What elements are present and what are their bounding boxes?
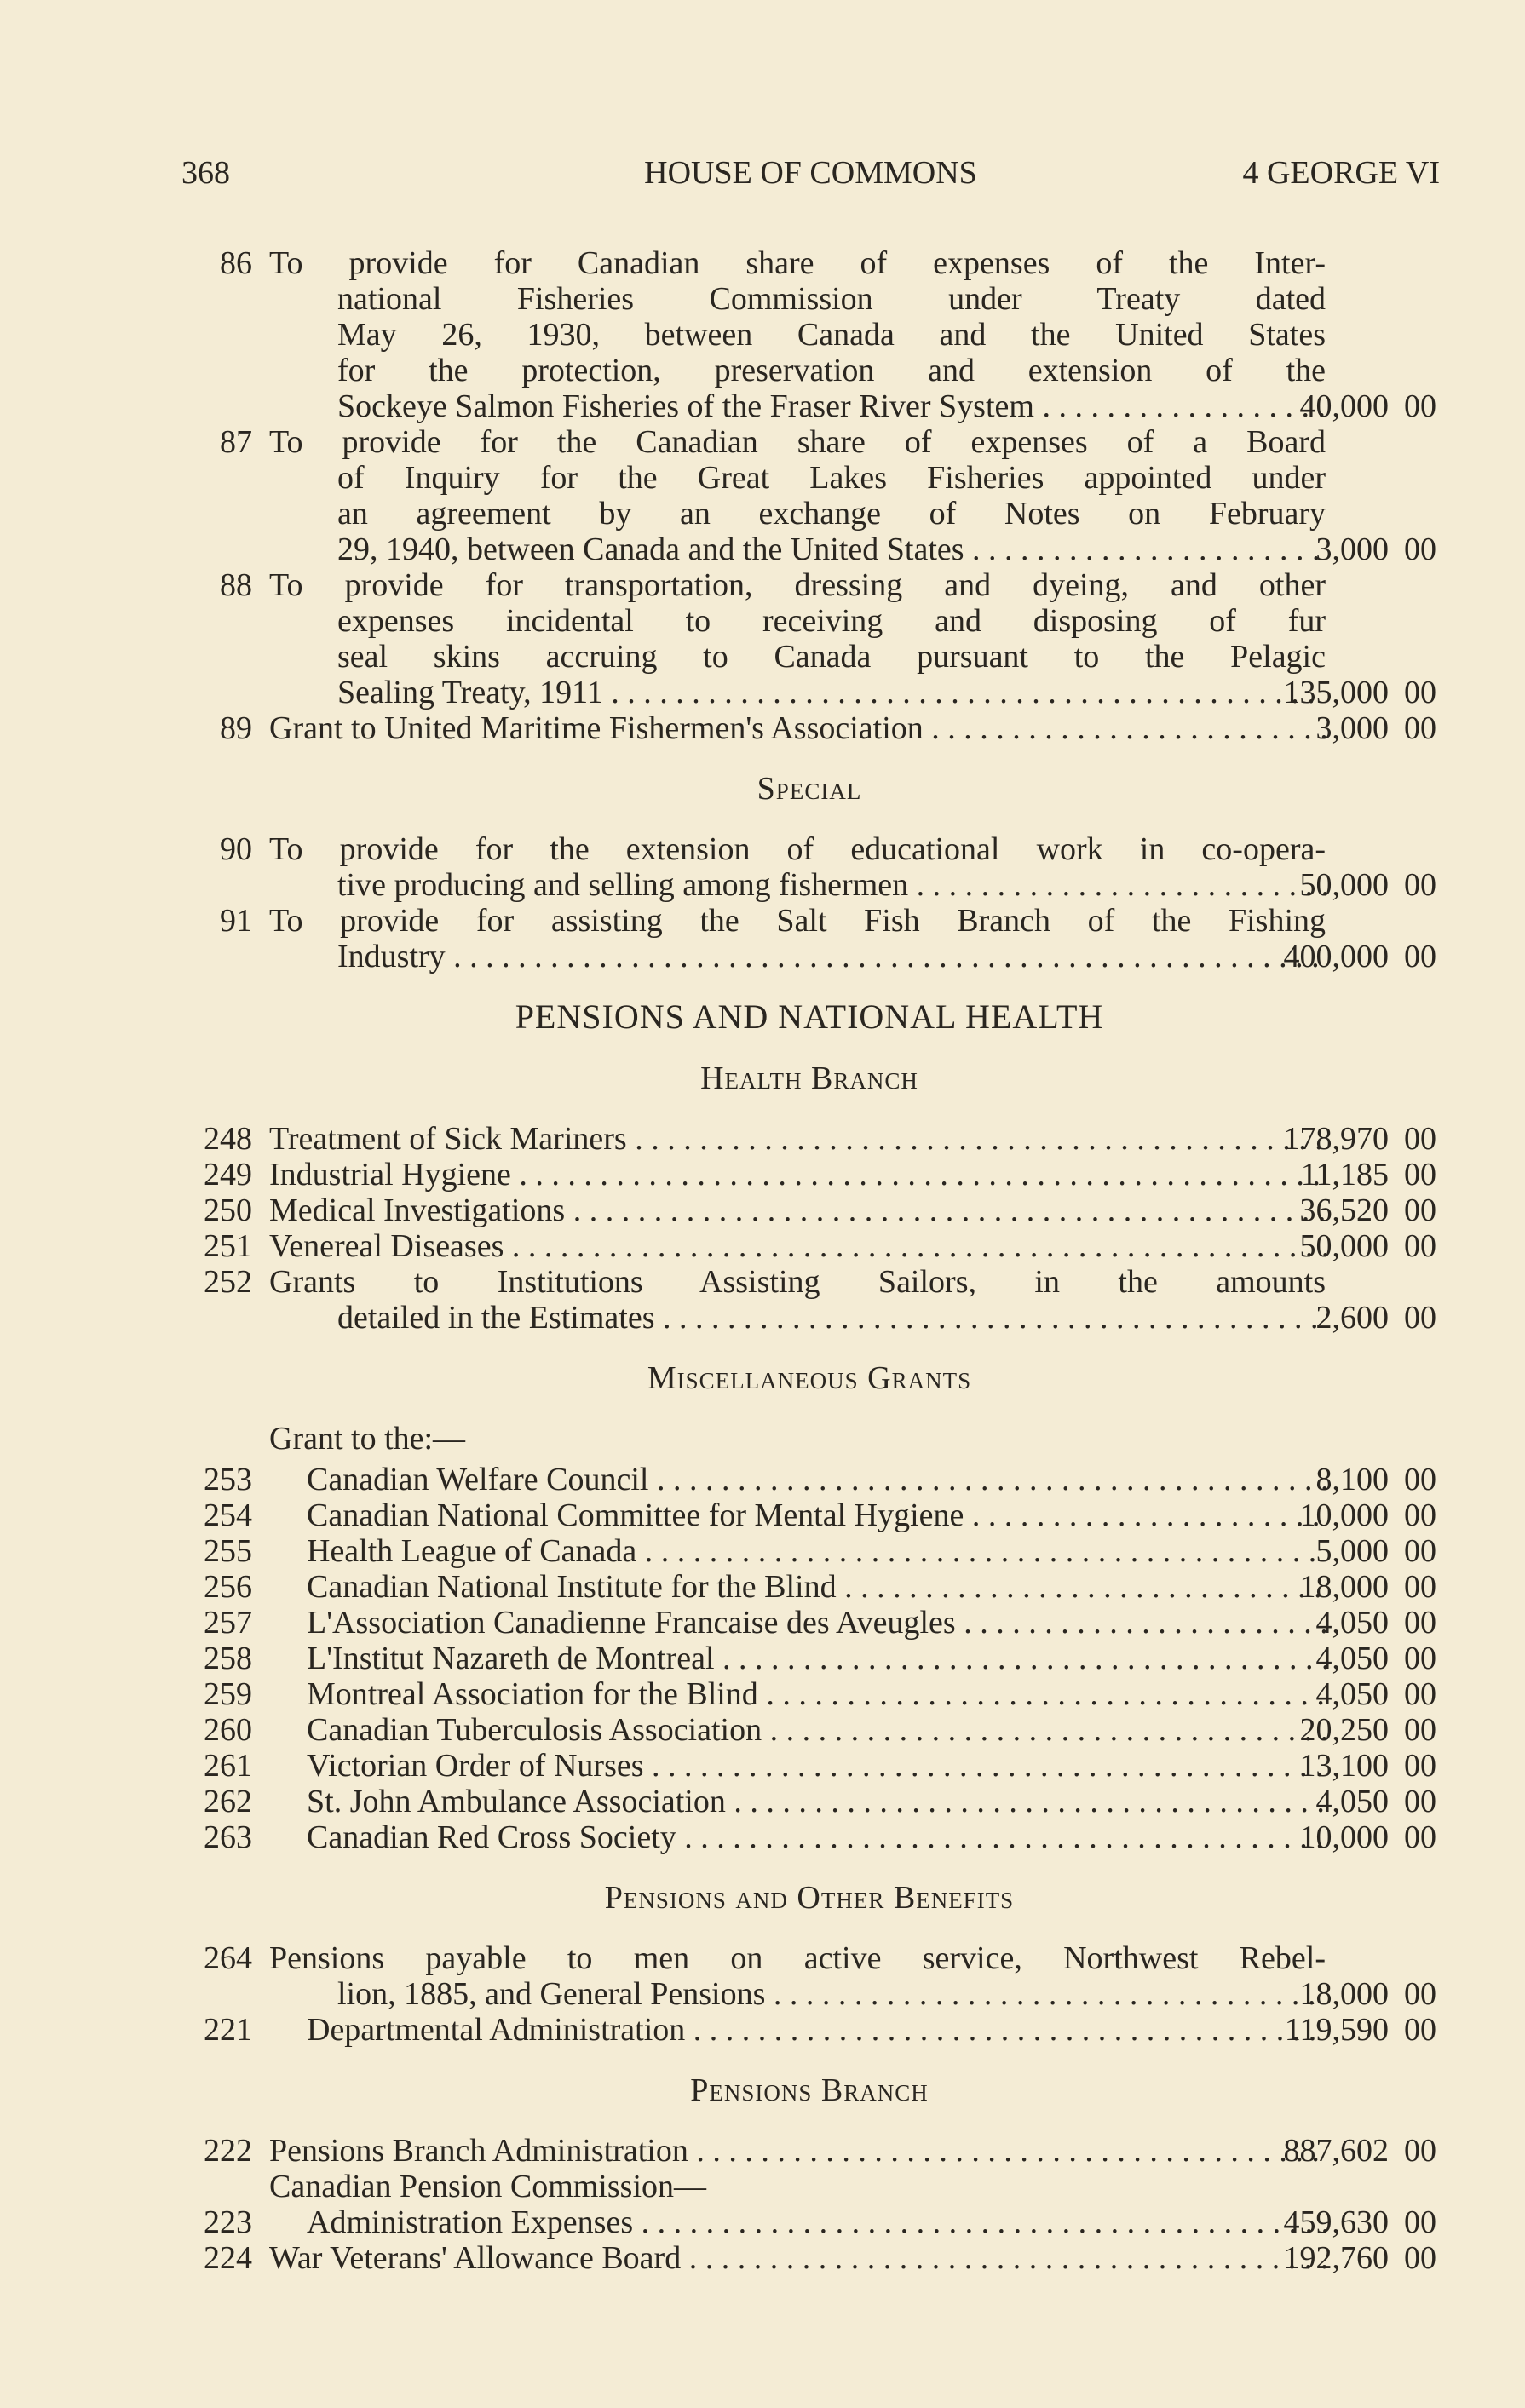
item-amount: 887,602 xyxy=(1283,2133,1389,2169)
item-text: Treatment of Sick Mariners . . . xyxy=(269,1121,1326,1157)
item-cents: 00 xyxy=(1404,1712,1436,1748)
item-text: To provide for transportation, dressing and dyeing, and other xyxy=(269,567,1326,603)
item-text: Administration Expenses . . . xyxy=(307,2204,1326,2240)
item-amount: 178,970 xyxy=(1283,1121,1389,1157)
section-heading-benefits: Pensions and Other Benefits xyxy=(604,1880,1015,1916)
item-text: Grant to United Maritime Fishermen's Association . . . xyxy=(269,710,1326,746)
item-text: for the protection, preservation and extension of the xyxy=(337,353,1326,388)
section-heading-misc-grants: Miscellaneous Grants xyxy=(647,1360,972,1396)
item-amount: 3,000 xyxy=(1315,710,1389,746)
item-cents: 00 xyxy=(1404,1300,1436,1336)
item-number: 250 xyxy=(204,1193,252,1228)
item-cents: 00 xyxy=(1404,1784,1436,1819)
item-amount: 4,050 xyxy=(1315,1605,1389,1641)
item-cents: 00 xyxy=(1404,1121,1436,1157)
running-head xyxy=(181,152,1440,194)
item-text: Canadian National Committee for Mental Hygiene . . . xyxy=(307,1497,1326,1533)
item-amount: 18,000 xyxy=(1299,1569,1389,1605)
item-263 xyxy=(179,1819,1440,1855)
item-number: 256 xyxy=(204,1569,252,1605)
item-cents: 00 xyxy=(1404,1976,1436,2012)
item-text: To provide for assisting the Salt Fish Branch of the Fishing xyxy=(269,903,1326,939)
page-number: 368 xyxy=(181,155,230,191)
item-text: Sealing Treaty, 1911 . . . xyxy=(337,675,1326,710)
item-cents: 00 xyxy=(1404,2204,1436,2240)
item-text: an agreement by an exchange of Notes on February xyxy=(337,496,1326,532)
item-text: Industry . . . xyxy=(337,939,1326,974)
item-cents: 00 xyxy=(1404,2012,1436,2048)
item-251 xyxy=(179,1228,1440,1264)
item-88 xyxy=(179,567,1440,710)
grant-intro xyxy=(179,1421,1440,1457)
item-text: St. John Ambulance Association . . . xyxy=(307,1784,1326,1819)
item-250 xyxy=(179,1193,1440,1228)
item-number: 253 xyxy=(204,1462,252,1497)
item-number: 91 xyxy=(220,903,252,939)
item-text: Venereal Diseases . . . xyxy=(269,1228,1326,1264)
item-amount: 192,760 xyxy=(1283,2240,1389,2276)
item-text: 29, 1940, between Canada and the United States . . . xyxy=(337,532,1326,567)
item-amount: 4,050 xyxy=(1315,1784,1389,1819)
item-text: May 26, 1930, between Canada and the United States xyxy=(337,317,1326,353)
item-amount: 8,100 xyxy=(1315,1462,1389,1497)
item-86 xyxy=(179,245,1440,424)
item-amount: 4,050 xyxy=(1315,1641,1389,1676)
item-amount: 10,000 xyxy=(1299,1497,1389,1533)
item-text: Victorian Order of Nurses . . . xyxy=(307,1748,1326,1784)
estimates-body xyxy=(0,245,1525,2276)
item-number: 258 xyxy=(204,1641,252,1676)
department-heading: PENSIONS AND NATIONAL HEALTH xyxy=(515,997,1104,1036)
item-text: Pensions payable to men on active service, Northwest Rebel- xyxy=(269,1940,1326,1976)
item-cents: 00 xyxy=(1404,1157,1436,1193)
item-amount: 4,050 xyxy=(1315,1676,1389,1712)
item-amount: 3,000 xyxy=(1315,532,1389,567)
item-90 xyxy=(179,831,1440,903)
item-number: 251 xyxy=(204,1228,252,1264)
item-248 xyxy=(179,1121,1440,1157)
item-text: To provide for Canadian share of expenses of the Inter- xyxy=(269,245,1326,281)
page-title: HOUSE OF COMMONS xyxy=(644,155,977,191)
item-text: L'Association Canadienne Francaise des Aveugles . . . xyxy=(307,1605,1326,1641)
item-amount: 119,590 xyxy=(1284,2012,1389,2048)
item-text: Grants to Institutions Assisting Sailors, in the amounts xyxy=(269,1264,1326,1300)
item-number: 254 xyxy=(204,1497,252,1533)
item-number: 252 xyxy=(204,1264,252,1300)
item-number: 257 xyxy=(204,1605,252,1641)
item-text: Sockeye Salmon Fisheries of the Fraser River System . . . xyxy=(337,388,1326,424)
item-number: 223 xyxy=(204,2204,252,2240)
item-amount: 13,100 xyxy=(1299,1748,1389,1784)
item-254 xyxy=(179,1497,1440,1533)
item-text: national Fisheries Commission under Treaty dated xyxy=(337,281,1326,317)
item-cents: 00 xyxy=(1404,1605,1436,1641)
item-number: 262 xyxy=(204,1784,252,1819)
section-heading-pensions-branch: Pensions Branch xyxy=(690,2072,929,2108)
item-cents: 00 xyxy=(1404,867,1436,903)
subheading-text: Canadian Pension Commission— xyxy=(269,2169,706,2204)
item-cents: 00 xyxy=(1404,1497,1436,1533)
section-heading-special: Special xyxy=(757,771,862,807)
item-cents: 00 xyxy=(1404,675,1436,710)
item-cents: 00 xyxy=(1404,1193,1436,1228)
item-number: 87 xyxy=(220,424,252,460)
item-91 xyxy=(179,903,1440,974)
item-cents: 00 xyxy=(1404,1676,1436,1712)
item-87 xyxy=(179,424,1440,567)
item-amount: 18,000 xyxy=(1299,1976,1389,2012)
item-255 xyxy=(179,1533,1440,1569)
item-cents: 00 xyxy=(1404,1569,1436,1605)
item-number: 224 xyxy=(204,2240,252,2276)
item-amount: 459,630 xyxy=(1283,2204,1389,2240)
item-amount: 50,000 xyxy=(1299,1228,1389,1264)
item-text: Health League of Canada . . . xyxy=(307,1533,1326,1569)
item-257 xyxy=(179,1605,1440,1641)
item-cents: 00 xyxy=(1404,532,1436,567)
item-number: 249 xyxy=(204,1157,252,1193)
item-89 xyxy=(179,710,1440,746)
item-amount: 40,000 xyxy=(1299,388,1389,424)
item-cents: 00 xyxy=(1404,2240,1436,2276)
item-amount: 50,000 xyxy=(1299,867,1389,903)
item-cents: 00 xyxy=(1404,1819,1436,1855)
item-264 xyxy=(179,1940,1440,2012)
item-number: 255 xyxy=(204,1533,252,1569)
item-number: 86 xyxy=(220,245,252,281)
item-cents: 00 xyxy=(1404,710,1436,746)
item-256 xyxy=(179,1569,1440,1605)
item-text: Departmental Administration . . . xyxy=(307,2012,1326,2048)
item-number: 259 xyxy=(204,1676,252,1712)
item-cents: 00 xyxy=(1404,1533,1436,1569)
item-text: Medical Investigations . . . xyxy=(269,1193,1326,1228)
item-cents: 00 xyxy=(1404,2133,1436,2169)
item-amount: 10,000 xyxy=(1299,1819,1389,1855)
item-number: 260 xyxy=(204,1712,252,1748)
grant-intro-text: Grant to the:— xyxy=(269,1421,466,1457)
section-heading-health: Health Branch xyxy=(700,1060,918,1096)
item-cents: 00 xyxy=(1404,1462,1436,1497)
item-222 xyxy=(179,2133,1440,2169)
item-224 xyxy=(179,2240,1440,2276)
item-text: Canadian Welfare Council . . . xyxy=(307,1462,1326,1497)
item-number: 261 xyxy=(204,1748,252,1784)
item-249 xyxy=(179,1157,1440,1193)
item-number: 264 xyxy=(204,1940,252,1976)
item-cents: 00 xyxy=(1404,388,1436,424)
item-text: Pensions Branch Administration . . . xyxy=(269,2133,1326,2169)
item-text: Canadian National Institute for the Blind . . . xyxy=(307,1569,1326,1605)
item-253 xyxy=(179,1462,1440,1497)
item-text: War Veterans' Allowance Board . . . xyxy=(269,2240,1326,2276)
item-cents: 00 xyxy=(1404,1228,1436,1264)
item-258 xyxy=(179,1641,1440,1676)
item-cents: 00 xyxy=(1404,1748,1436,1784)
item-number: 221 xyxy=(204,2012,252,2048)
item-amount: 400,000 xyxy=(1283,939,1389,974)
item-number: 88 xyxy=(220,567,252,603)
item-262 xyxy=(179,1784,1440,1819)
item-number: 89 xyxy=(220,710,252,746)
item-cents: 00 xyxy=(1404,1641,1436,1676)
item-259 xyxy=(179,1676,1440,1712)
reign-label: 4 GEORGE VI xyxy=(1242,155,1440,191)
item-text: To provide for the Canadian share of expenses of a Board xyxy=(269,424,1326,460)
item-text: of Inquiry for the Great Lakes Fisheries appointed under xyxy=(337,460,1326,496)
item-text: Canadian Tuberculosis Association . . . xyxy=(307,1712,1326,1748)
item-amount: 20,250 xyxy=(1299,1712,1389,1748)
item-amount: 2,600 xyxy=(1315,1300,1389,1336)
item-number: 90 xyxy=(220,831,252,867)
item-amount: 5,000 xyxy=(1315,1533,1389,1569)
item-252 xyxy=(179,1264,1440,1336)
item-text: seal skins accruing to Canada pursuant to the Pelagic xyxy=(337,639,1326,675)
item-261 xyxy=(179,1748,1440,1784)
item-cents: 00 xyxy=(1404,939,1436,974)
item-260 xyxy=(179,1712,1440,1748)
item-text: Montreal Association for the Blind . . . xyxy=(307,1676,1326,1712)
item-text: L'Institut Nazareth de Montreal . . . xyxy=(307,1641,1326,1676)
item-amount: 135,000 xyxy=(1283,675,1389,710)
item-text: lion, 1885, and General Pensions . . . xyxy=(337,1976,1326,2012)
item-number: 222 xyxy=(204,2133,252,2169)
item-text: tive producing and selling among fishermen . . . xyxy=(337,867,1326,903)
item-number: 263 xyxy=(204,1819,252,1855)
item-text: detailed in the Estimates . . . xyxy=(337,1300,1326,1336)
item-amount: 11,185 xyxy=(1300,1157,1389,1193)
item-text: expenses incidental to receiving and disposing of fur xyxy=(337,603,1326,639)
item-223 xyxy=(179,2204,1440,2240)
item-text: Industrial Hygiene . . . xyxy=(269,1157,1326,1193)
item-text: Canadian Red Cross Society . . . xyxy=(307,1819,1326,1855)
subheading-pension-commission xyxy=(179,2169,1440,2204)
item-221 xyxy=(179,2012,1440,2048)
item-number: 248 xyxy=(204,1121,252,1157)
item-amount: 36,520 xyxy=(1299,1193,1389,1228)
item-text: To provide for the extension of educational work in co-opera- xyxy=(269,831,1326,867)
